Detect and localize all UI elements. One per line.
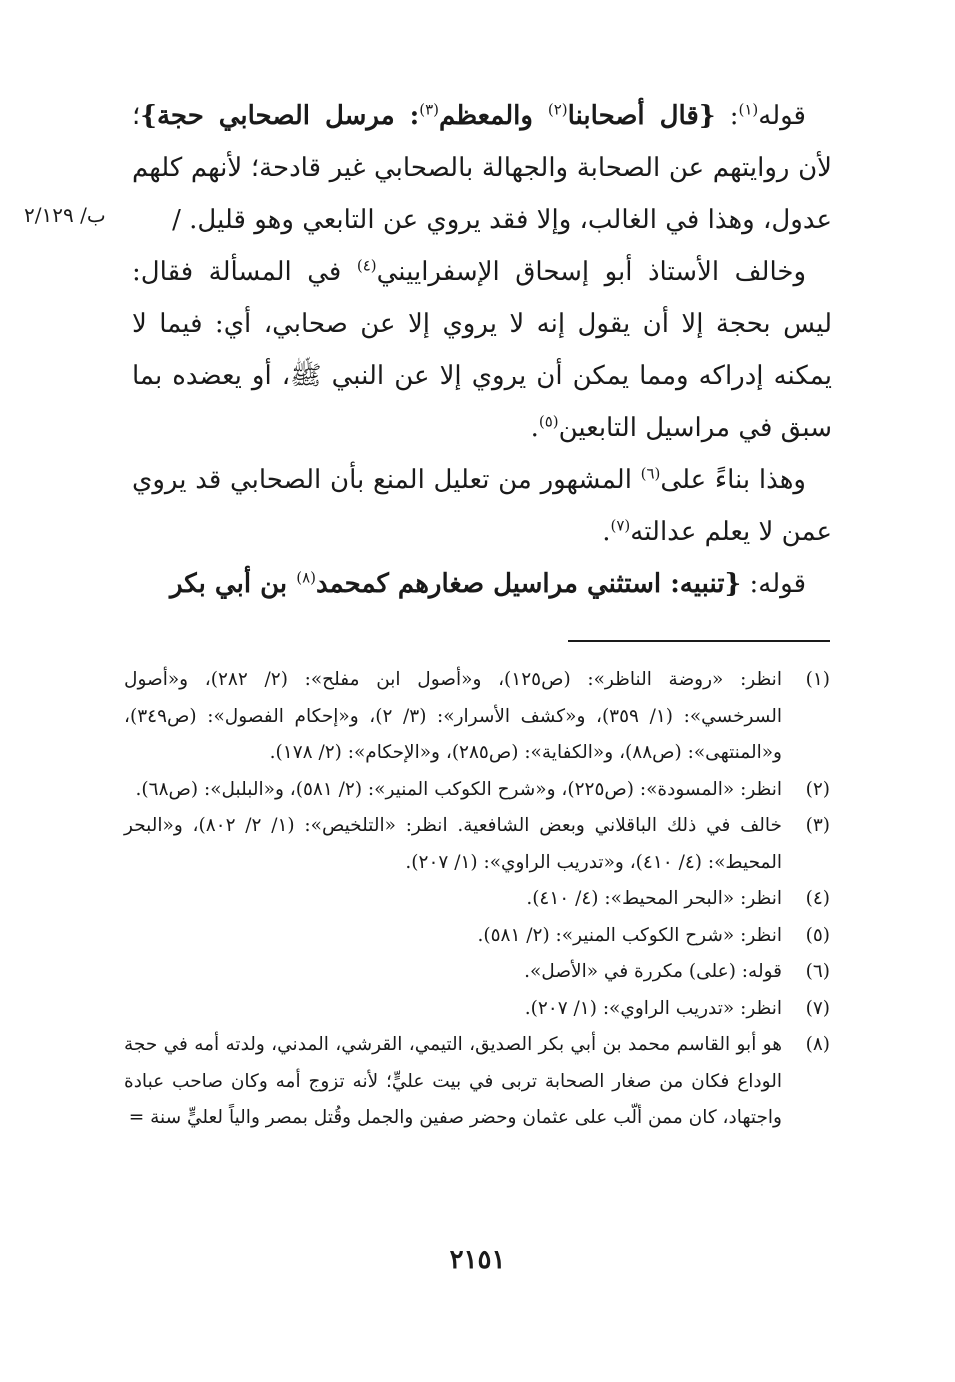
footnote-1	[124, 662, 830, 772]
paragraph-1	[132, 90, 832, 246]
footnotes	[124, 662, 830, 1137]
footnote-ref-4[interactable]: (٤)	[356, 256, 377, 275]
footnote-number: (٢)	[805, 778, 830, 800]
quoted-matn: والمعظم	[439, 101, 548, 131]
footnote-8	[124, 1027, 830, 1137]
footnote-text: قوله: (على) مكررة في «الأصل».	[524, 961, 782, 982]
text-run: :	[715, 101, 739, 131]
quoted-matn: : مرسل الصحابي حجة}	[140, 101, 420, 131]
footnote-text: انظر: «روضة الناظر»: (ص١٢٥)، و«أصول ابن مفلح»: (٢/ ٢٨٢)، و«أصول السرخسي»: (١/ ٣٥٩)، و«كشف الأسرار»: (٣/ ٢)، و«إحكام الفصول»: (ص٣٤٩)، و«المنتهى»: (ص٨٨)، و«الكفاية»: (ص٢٨٥)، و«الإحكام»: (٢/ ١٧٨).	[124, 669, 782, 763]
footnote-text: خالف في ذلك الباقلاني وبعض الشافعية. انظر: «التلخيص»: (١/ ٢/ ٨٠٢)، و«البحر المحيط»: (٤/ ٤١٠)، و«تدريب الراوي»: (١/ ٢٠٧).	[124, 815, 782, 873]
footnote-number: (٦)	[805, 961, 830, 982]
footnote-number: (٤)	[805, 888, 830, 909]
footnote-5	[124, 918, 830, 955]
paragraph-4	[132, 558, 832, 610]
paragraph-2	[132, 246, 832, 454]
footnote-3	[124, 808, 830, 881]
footnote-ref-2[interactable]: (٢)	[547, 100, 568, 119]
footnote-text: هو أبو القاسم محمد بن أبي بكر الصديق، التيمي، القرشي، المدني، ولدته أمه في حجة الوداع فكان من صغار الصحابة تربى في بيت عليٍّ؛ لأنه تزوج أمه وكان صاحب عبادة واجتهاد، كان ممن ألّب على عثمان وحضر صفين والجمل وقُتل بمصر والياً لعليٍّ سنة =	[124, 1034, 782, 1128]
footnote-ref-1[interactable]: (١)	[738, 100, 759, 119]
text-run: وخالف الأستاذ أبو إسحاق الإسفراييني	[376, 257, 807, 287]
text-run: .	[602, 517, 611, 547]
text-run: قوله	[758, 101, 806, 131]
text-run: قوله:	[741, 569, 806, 599]
footnote-6	[124, 954, 830, 991]
footnote-number: (٧)	[805, 997, 830, 1019]
text-run: ؛ لأن روايتهم عن الصحابة والجهالة بالصحابي غير قادحة؛ لأنهم كلهم عدول، وهذا في الغالب، وإلا فقد يروي عن التابعي وهو قليل. /	[132, 101, 832, 235]
text-run: وهذا بناءً على	[660, 465, 806, 495]
footnote-number: (٣)	[805, 815, 830, 836]
footnote-number: (٥)	[805, 924, 830, 946]
footnote-text: انظر: «شرح الكوكب المنير»: (٢/ ٥٨١).	[477, 924, 782, 946]
footnote-text: انظر: «تدريب الراوي»: (١/ ٢٠٧).	[524, 997, 782, 1019]
footnote-text: انظر: «المسودة»: (ص٢٢٥)، و«شرح الكوكب المنير»: (٢/ ٥٨١)، و«البلبل»: (ص٦٨).	[135, 778, 782, 800]
paragraph-3	[132, 454, 832, 558]
footnote-ref-8[interactable]: (٨)	[296, 568, 316, 587]
footnote-separator	[568, 640, 830, 642]
text-run: المشهور من تعليل المنع بأن الصحابي قد يروي عمن لا يعلم عدالته	[132, 465, 832, 547]
footnote-ref-5[interactable]: (٥)	[538, 412, 559, 431]
main-text	[132, 90, 832, 610]
text-run: في المسألة فقال: ليس بحجة إلا أن يقول إنه لا يروي إلا عن صحابي، أي: فيما لا يمكنه إدراكه ومما يمكن أن يروي إلا عن النبي ﷺ، أو يعضده بما سبق في مراسيل التابعين	[132, 257, 832, 443]
footnote-7	[124, 991, 830, 1028]
footnote-ref-7[interactable]: (٧)	[610, 516, 631, 535]
manuscript-folio-note: ب/ ٢/١٢٩	[24, 203, 106, 227]
footnote-2	[124, 772, 830, 809]
quoted-matn: {قال أصحابنا	[567, 101, 716, 131]
page-number: ٢١٥١	[449, 1245, 506, 1275]
quoted-matn: بن أبي بكر	[169, 569, 297, 599]
quoted-matn: {تنبيه: استثني مراسيل صغارهم كمحمد	[315, 569, 742, 599]
footnote-text: انظر: «البحر المحيط»: (٤/ ٤١٠).	[526, 888, 782, 909]
text-run: .	[530, 413, 539, 443]
footnote-number: (١)	[805, 669, 830, 690]
footnote-4	[124, 881, 830, 918]
footnote-ref-6[interactable]: (٦)	[640, 464, 661, 483]
footnote-ref-3[interactable]: (٣)	[419, 100, 440, 119]
footnote-number: (٨)	[805, 1034, 830, 1055]
